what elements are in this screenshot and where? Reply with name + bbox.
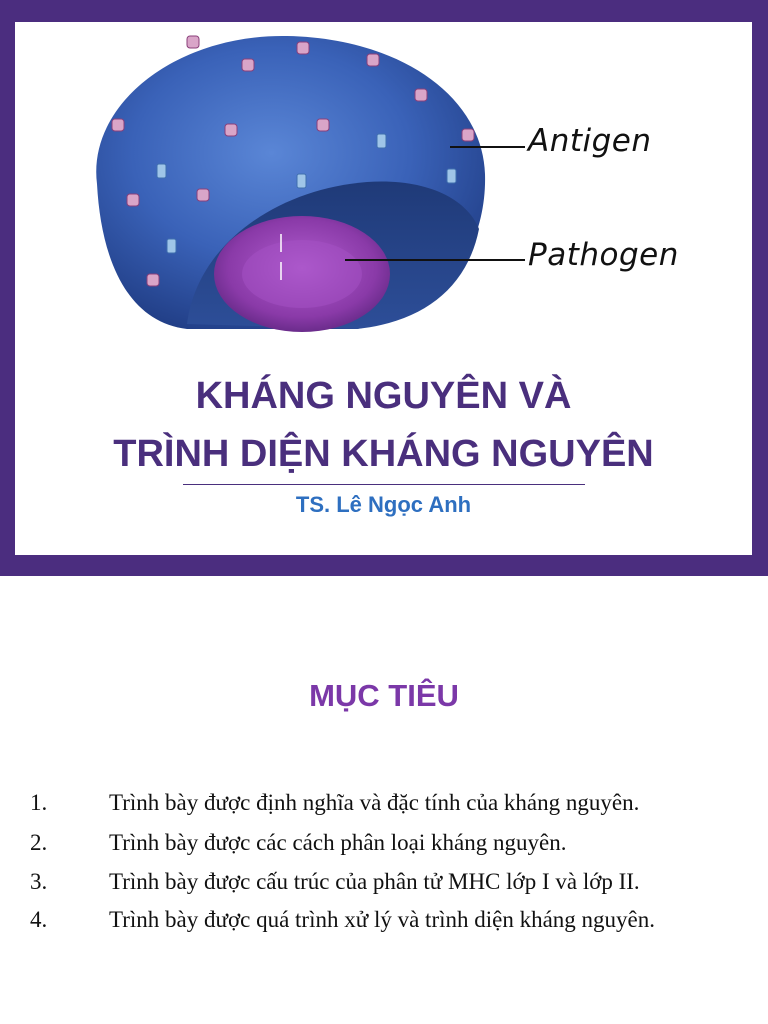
pathogen-pointer-line	[345, 250, 455, 270]
list-item-text: Trình bày được cấu trúc của phân tử MHC lớp I và lớp II.	[109, 869, 640, 894]
list-item	[0, 869, 768, 905]
antigen-label: Antigen	[528, 123, 652, 159]
list-item-text: Trình bày được quá trình xử lý và trình diện kháng nguyên.	[109, 907, 656, 932]
list-item-number: 2.	[30, 830, 48, 855]
pointer-lines	[445, 132, 535, 272]
title-slide-content	[15, 22, 752, 555]
list-item	[0, 790, 768, 826]
list-item-number: 4.	[30, 907, 48, 932]
list-item	[0, 907, 768, 943]
slide-title-line1: KHÁNG NGUYÊN VÀ	[195, 375, 572, 417]
list-item-text: Trình bày được định nghĩa và đặc tính của kháng nguyên.	[109, 790, 640, 815]
cell-antigen-illustration	[67, 24, 502, 334]
objectives-heading: MỤC TIÊU	[309, 678, 459, 713]
pathogen-label: Pathogen	[528, 237, 679, 273]
list-item-number: 1.	[30, 790, 48, 815]
title-divider	[183, 484, 585, 485]
list-item-number: 3.	[30, 869, 48, 894]
list-item-text: Trình bày được các cách phân loại kháng nguyên.	[109, 830, 567, 855]
slide-title-line2: TRÌNH DIỆN KHÁNG NGUYÊN	[113, 433, 654, 475]
author-name: TS. Lê Ngọc Anh	[295, 492, 472, 517]
list-item	[0, 830, 768, 866]
